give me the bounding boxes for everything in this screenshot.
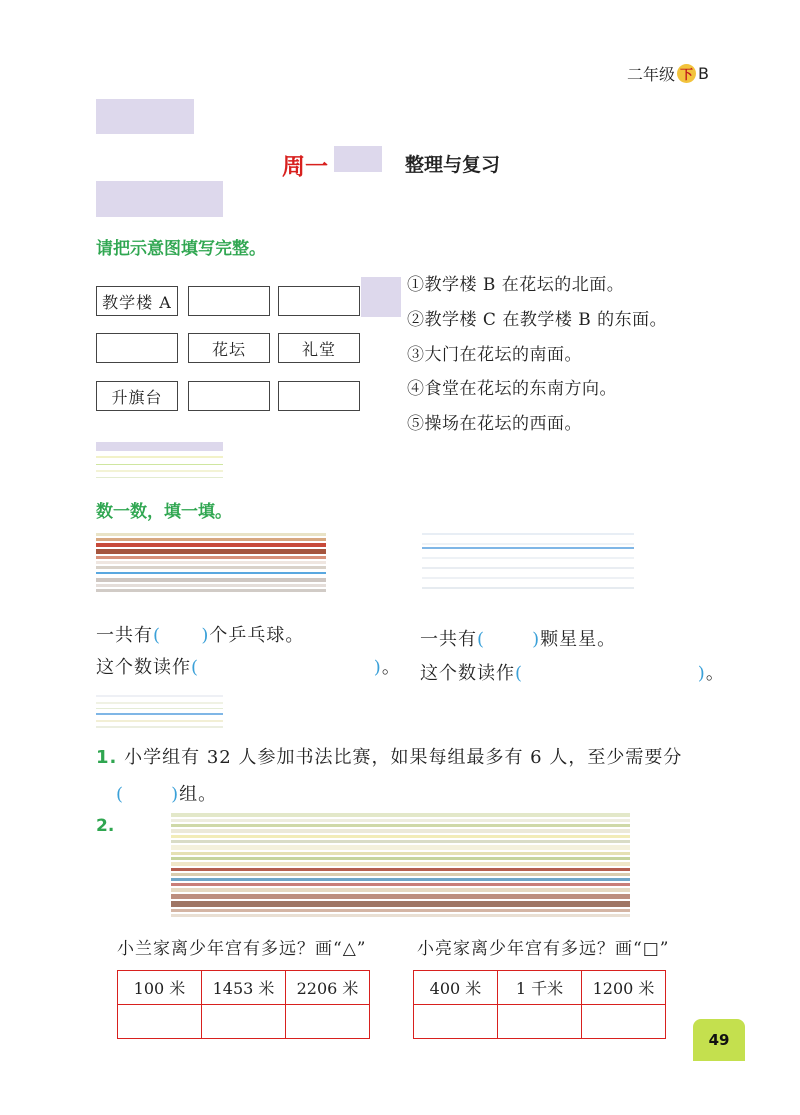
left-table-answer-1[interactable]	[118, 1005, 202, 1039]
page-title: 整理与复习	[405, 154, 501, 176]
instruction-count-fill: 数一数，填一填。	[96, 502, 232, 522]
clue-3: ③大门在花坛的南面。	[407, 345, 582, 365]
left-read-blank[interactable]: ( )	[191, 657, 382, 678]
title-day: 周一	[282, 154, 328, 180]
left-table-answer-2[interactable]	[202, 1005, 286, 1039]
grade-prefix: 二年级	[627, 65, 676, 84]
grid-cell-r3c3[interactable]	[278, 381, 360, 411]
right-table-header-1: 400 米	[414, 971, 498, 1005]
grade-suffix: B	[698, 64, 709, 83]
right-table-header-3: 1200 米	[582, 971, 666, 1005]
section-tag	[96, 99, 194, 134]
question-1-answer-line	[116, 780, 217, 806]
right-total-prefix: 一共有	[420, 629, 477, 650]
left-table-header-3: 2206 米	[286, 971, 370, 1005]
right-read-line	[420, 659, 725, 685]
grid-cell-r3c2[interactable]	[188, 381, 270, 411]
left-read-line	[96, 653, 401, 679]
question-1-number: 1.	[96, 747, 118, 768]
section-tag-3	[96, 442, 223, 480]
question-2-number: 2.	[96, 816, 115, 836]
section-tag-2	[96, 181, 223, 217]
question-1-suffix: 组。	[179, 784, 218, 805]
clue-1: ①教学楼 B 在花坛的北面。	[407, 275, 625, 295]
right-read-suffix: 。	[705, 663, 725, 684]
right-distance-table	[413, 970, 666, 1039]
left-table-answer-3[interactable]	[286, 1005, 370, 1039]
grid-tag	[361, 277, 401, 317]
question-2-left-prompt: 小兰家离少年宫有多远？画“△”	[117, 939, 367, 959]
left-read-suffix: 。	[381, 657, 401, 678]
right-read-prefix: 这个数读作	[420, 663, 515, 684]
ping-pong-balls-image	[96, 533, 326, 603]
left-total-prefix: 一共有	[96, 625, 153, 646]
right-total-line	[420, 625, 616, 651]
grid-cell-r2c1[interactable]	[96, 333, 178, 363]
question-1-text: 小学组有 32 人参加书法比赛，如果每组最多有 6 人，至少需要分	[124, 747, 683, 768]
left-total-blank[interactable]: ( )	[153, 625, 210, 646]
left-table-header-2: 1453 米	[202, 971, 286, 1005]
clue-5: ⑤操场在花坛的西面。	[407, 414, 582, 434]
question-2-right-prompt: 小亮家离少年宫有多远？画“□”	[417, 939, 670, 959]
grid-cell-r1c2[interactable]	[188, 286, 270, 316]
left-read-prefix: 这个数读作	[96, 657, 191, 678]
page-number: 49	[693, 1019, 745, 1061]
stars-image	[422, 531, 634, 601]
section-tag-4	[96, 691, 223, 729]
left-distance-table	[117, 970, 370, 1039]
left-table-header-1: 100 米	[118, 971, 202, 1005]
right-total-suffix: 颗星星。	[540, 629, 617, 650]
grid-cell-r3c1: 升旗台	[96, 381, 178, 411]
grade-label	[627, 62, 709, 85]
question-1	[96, 743, 682, 769]
right-total-blank[interactable]: ( )	[477, 629, 541, 650]
grid-cell-r2c2: 花坛	[188, 333, 270, 363]
right-read-blank[interactable]: ( )	[515, 663, 706, 684]
right-table-answer-1[interactable]	[414, 1005, 498, 1039]
grid-cell-r2c3: 礼堂	[278, 333, 360, 363]
map-image	[171, 813, 630, 921]
grid-cell-r1c1: 教学楼 A	[96, 286, 178, 316]
grid-cell-r1c3[interactable]	[278, 286, 360, 316]
clue-2: ②教学楼 C 在教学楼 B 的东面。	[407, 310, 668, 330]
grade-circle-badge: 下	[677, 64, 696, 83]
clue-4: ④食堂在花坛的东南方向。	[407, 379, 617, 399]
right-table-answer-3[interactable]	[582, 1005, 666, 1039]
left-total-suffix: 个乒乓球。	[209, 625, 305, 646]
question-1-blank[interactable]: ( )	[116, 784, 180, 805]
right-table-answer-2[interactable]	[498, 1005, 582, 1039]
title-tag	[334, 146, 382, 172]
left-total-line	[96, 621, 304, 647]
right-table-header-2: 1 千米	[498, 971, 582, 1005]
instruction-fill-diagram: 请把示意图填写完整。	[96, 239, 266, 259]
